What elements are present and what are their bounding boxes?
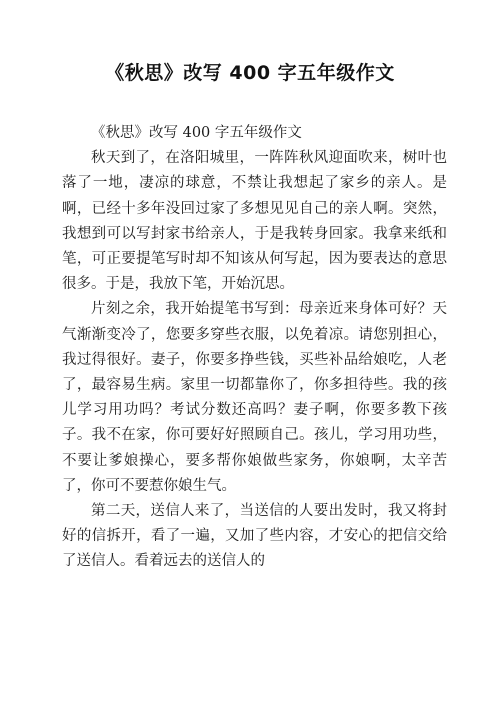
paragraph-3: 第二天，送信人来了，当送信的人要出发时，我又将封好的信拆开，看了一遍，又加了些内容，才安心的把信交给了送信人。看着远去的送信人的 — [62, 503, 447, 570]
document-title: 《秋思》改写 400 字五年级作文 — [105, 62, 395, 84]
paragraph-1: 秋天到了，在洛阳城里，一阵阵秋风迎面吹来，树叶也落了一地，凄凉的球意，不禁让我想起了家乡的亲人。是啊，已经十多年没回过家了多想见见自己的亲人啊。突然，我想到可以写封家书给亲人，于是我转身回家。我拿来纸和笔，可正要提笔写时却不知该从何写起，因为要表达的意思很多。于是，我放下笔，开始沉思。 — [62, 150, 447, 293]
document-body — [62, 121, 447, 575]
paragraph-2: 片刻之余，我开始提笔书写到：母亲近来身体可好？天气渐渐变冷了，您要多穿些衣服，以免着凉。请您别担心，我过得很好。妻子，你要多挣些钱，买些补品给娘吃，人老了，最容易生病。家里一切都靠你了，你多担待些。我的孩儿学习用功吗？考试分数还高吗？妻子啊，你要多教下孩子。我不在家，你可要好好照顾自己。孩儿，学习用功些，不要让爹娘操心，要多帮你娘做些家务，你娘啊，太辛苦了，你可不要惹你娘生气。 — [62, 301, 447, 494]
paragraph-subtitle: 《秋思》改写 400 字五年级作文 — [91, 125, 302, 141]
